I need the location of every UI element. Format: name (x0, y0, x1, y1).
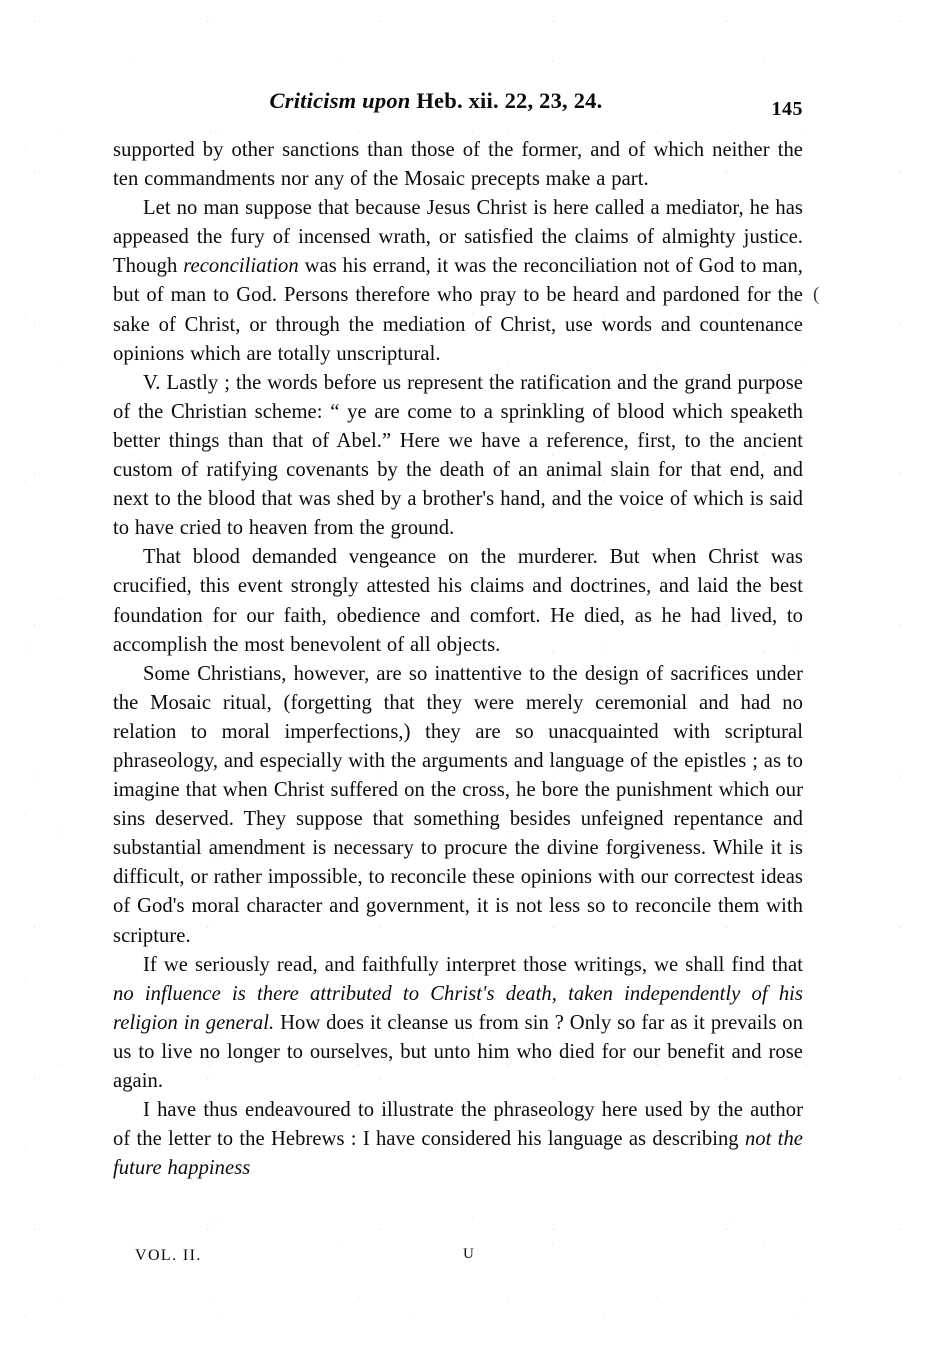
para-endeavoured: I have thus endeavoured to illustrate the phraseology here used by the author of the letter to the Hebrews : I have considered his language as describing not the future happiness (113, 1099, 803, 1180)
running-head-title (270, 88, 603, 114)
running-head (113, 88, 803, 122)
text-column (113, 88, 803, 1183)
para-lastly: V. Lastly ; the words before us represent the ratification and the grand purpose of the Christian scheme: “ ye are come to a sprinkling of blood which speaketh better things than that of Abel.” Here we have a reference, first, to the ancient custom of ratifying covenants by the death of an animal slain for that end, and next to the blood that was shed by a brother's hand, and the voice of which is said to have cried to heaven from the ground. (113, 371, 803, 540)
volume-label: VOL. II. (135, 1247, 202, 1264)
margin-ink-mark: ( (813, 284, 820, 305)
para-seriously-read: If we seriously read, and faithfully interpret those writings, we shall find that no influence is there attributed to Christ's death, taken independently of his religion in general. How does it cleanse us from sin ? Only so far as it prevails on us to live no longer to ourselves, but unto him who died for our benefit and rose again. (113, 953, 803, 1092)
running-head-reference: xii. 22, 23, 24. (468, 88, 603, 113)
running-head-scripture: Heb. (416, 88, 463, 113)
para-blood: That blood demanded vengeance on the murderer. But when Christ was crucified, this event strongly attested his claims and doctrines, and laid the best foundation for our faith, obedience and comfort. He died, as he had lived, to accomplish the most benevolent of all objects. (113, 546, 803, 656)
page-footer (113, 1247, 803, 1273)
para-sanctions: supported by other sanctions than those of the former, and of which neither the ten commandments nor any of the Mosaic precepts make a part. (113, 139, 803, 191)
page-number: 145 (771, 98, 803, 120)
signature-mark: U (463, 1246, 475, 1262)
para-mediator: Let no man suppose that because Jesus Christ is here called a mediator, he has appeased the fury of incensed wrath, or satisfied the claims of almighty justice. Though reconciliation was his errand, it was the reconciliation not of God to man, but of man to God. Persons therefore who pray to be heard and pardoned for the sake of Christ, or through the mediation of Christ, use words and countenance opinions which are totally unscriptural. (113, 197, 803, 365)
para-some-christians: Some Christians, however, are so inattentive to the design of sacrifices under the Mosaic ritual, (forgetting that they were merely ceremonial and had no relation to moral imperfections,) they are so unacquainted with scriptural phraseology, and especially with the arguments and language of the epistles ; as to imagine that when Christ suffered on the cross, he bore the punishment which our sins deserved. They suppose that something besides unfeigned repentance and substantial amendment is necessary to procure the divine forgiveness. While it is difficult, or rather impossible, to reconcile these opinions with our correctest ideas of God's moral character and government, it is not less so to reconcile them with scripture. (113, 662, 803, 947)
body-text (113, 136, 803, 1183)
running-head-title-italic: Criticism upon (269, 88, 411, 113)
